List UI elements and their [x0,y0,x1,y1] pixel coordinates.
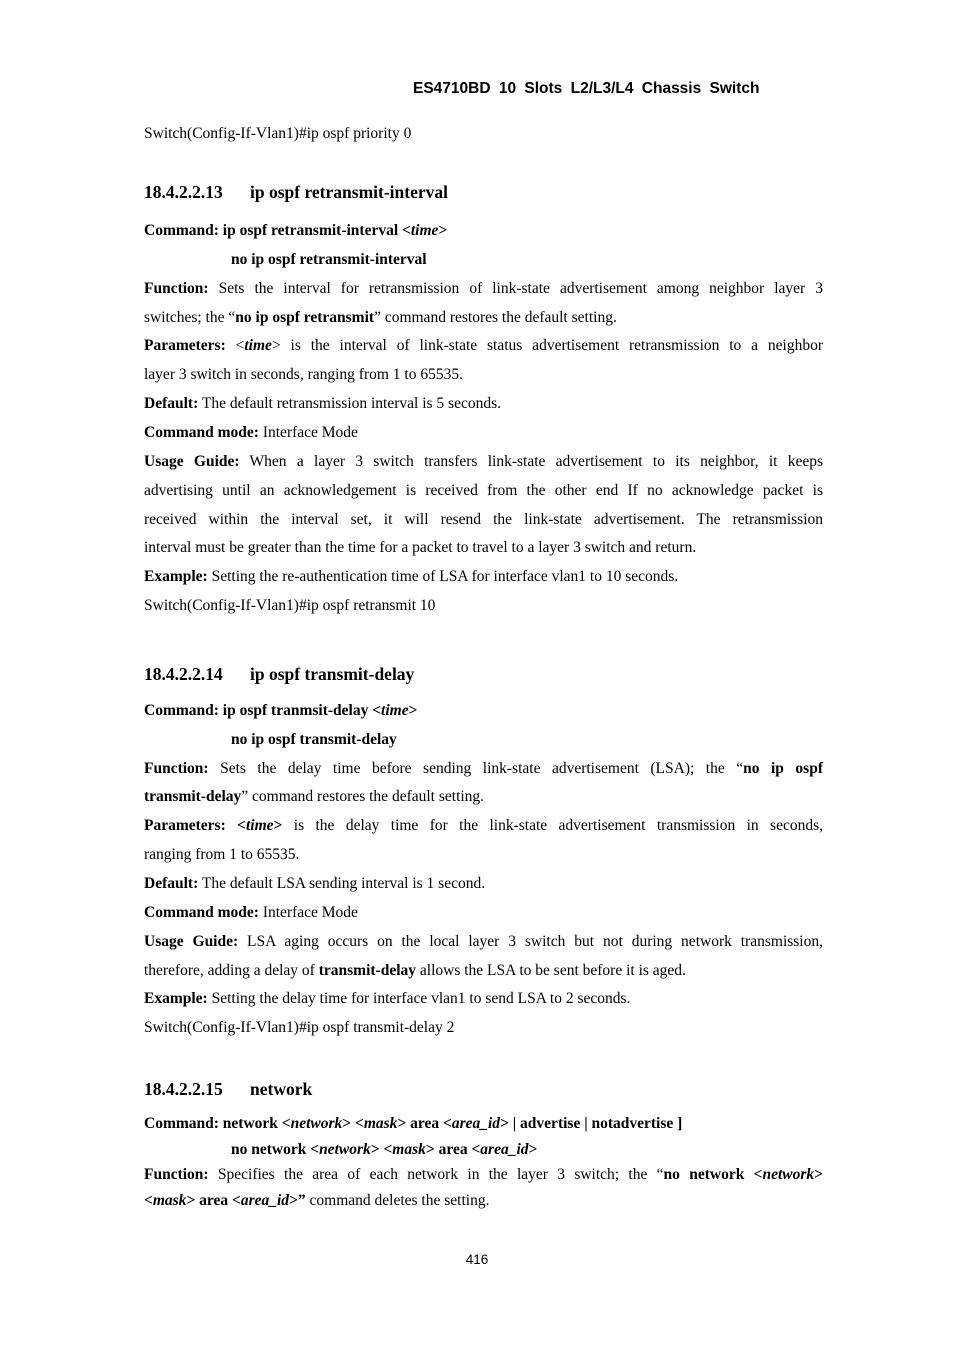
command-mode-line: Command mode: Interface Mode [144,904,358,921]
usage-line-1: Usage Guide: LSA aging occurs on the local layer 3 switch but not during network transmission, [144,933,823,950]
section-heading-14 [144,664,823,684]
function-line-1: Function: Specifies the area of each network in the layer 3 switch; the “no network <network> [144,1166,823,1183]
usage-line-3: received within the interval set, it will resend the link-state advertisement. The retransmission [144,511,823,528]
parameters-line-1: Parameters: <time> is the interval of link-state status advertisement retransmission to a neighbor [144,337,823,354]
function-line-2: transmit-delay” command restores the default setting. [144,788,485,805]
default-line: Default: The default LSA sending interval is 1 second. [144,875,486,892]
command-no-line: no network <network> <mask> area <area_id> [231,1141,538,1158]
command-line: Command: ip ospf tranmsit-delay <time> [144,702,418,719]
section-title: ip ospf retransmit-interval [250,182,448,202]
section-title: ip ospf transmit-delay [250,664,415,684]
page-header: ES4710BD 10 Slots L2/L3/L4 Chassis Switch [413,80,760,97]
default-line: Default: The default retransmission interval is 5 seconds. [144,395,502,412]
parameters-line-2: ranging from 1 to 65535. [144,846,300,863]
usage-line-2: advertising until an acknowledgement is received from the other end If no acknowledge packet is [144,482,823,499]
command-no-line: no ip ospf retransmit-interval [231,251,427,268]
usage-line-1: Usage Guide: When a layer 3 switch transfers link-state advertisement to its neighbor, it keeps [144,453,824,470]
example-command: Switch(Config-If-Vlan1)#ip ospf retransmit 10 [144,597,436,614]
function-line-1: Function: Sets the interval for retransmission of link-state advertisement among neighbor layer 3 [144,280,823,297]
section-number: 18.4.2.2.14 [144,664,223,684]
section-heading-13 [144,182,823,202]
section-number: 18.4.2.2.13 [144,182,223,202]
function-line-2: switches; the “no ip ospf retransmit” command restores the default setting. [144,309,617,326]
example-line: Example: Setting the re-authentication time of LSA for interface vlan1 to 10 seconds. [144,568,679,585]
parameters-line-1: Parameters: <time> is the delay time for the link-state advertisement transmission in seconds, [144,817,823,834]
example-command: Switch(Config-If-Vlan1)#ip ospf transmit-delay 2 [144,1019,455,1036]
command-no-line: no ip ospf transmit-delay [231,731,397,748]
parameters-line-2: layer 3 switch in seconds, ranging from 1 to 65535. [144,366,463,383]
usage-line-4: interval must be greater than the time for a packet to travel to a layer 3 switch and return. [144,539,697,556]
function-line-1: Function: Sets the delay time before sending link-state advertisement (LSA); the “no ip ospf [144,760,823,777]
example-command-prev: Switch(Config-If-Vlan1)#ip ospf priority 0 [144,125,412,142]
usage-line-2: therefore, adding a delay of transmit-delay allows the LSA to be sent before it is aged. [144,962,686,979]
command-line: Command: ip ospf retransmit-interval <time> [144,222,448,239]
page-number: 416 [465,1252,489,1267]
example-line: Example: Setting the delay time for interface vlan1 to send LSA to 2 seconds. [144,990,631,1007]
section-number: 18.4.2.2.15 [144,1079,223,1099]
section-title: network [250,1079,313,1099]
command-mode-line: Command mode: Interface Mode [144,424,358,441]
function-line-2: <mask> area <area_id>” command deletes the setting. [144,1192,490,1209]
section-heading-15 [144,1079,823,1099]
command-line: Command: network <network> <mask> area <area_id> | advertise | notadvertise ] [144,1115,683,1132]
